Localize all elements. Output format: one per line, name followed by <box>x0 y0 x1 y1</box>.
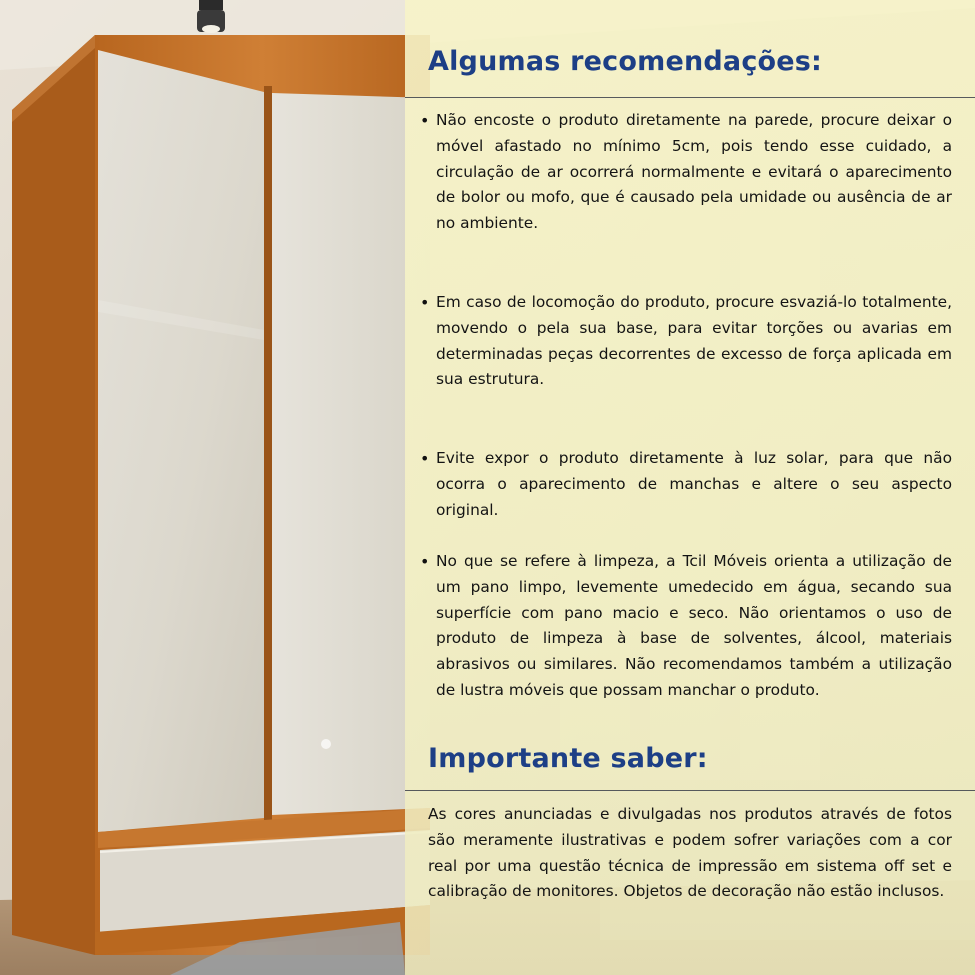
important-text: As cores anunciadas e divulgadas nos produtos através de fotos são meramente ilustrativas e podem sofrer variações com a cor real por uma questão técnica de impressão em sistema off set e calibração de monitores. Objetos de decoração não estão inclusos. <box>428 805 952 901</box>
recommendations-heading: Algumas recomendações: <box>428 46 823 77</box>
wardrobe <box>12 35 430 955</box>
recommendation-text: Não encoste o produto diretamente na parede, procure deixar o móvel afastado no mínimo 5cm, pois tendo esse cuidado, a circulação de ar ocorrerá normalmente e evitará o aparecimento de bolor ou mofo, que é causado pela umidade ou ausência de ar no ambiente. <box>436 111 952 233</box>
recommendations-divider <box>405 97 975 98</box>
important-divider <box>405 790 975 791</box>
important-heading: Importante saber: <box>428 743 708 774</box>
bullet-dot: • <box>420 293 430 312</box>
bullet-dot: • <box>420 552 430 571</box>
recommendation-text: Em caso de locomoção do produto, procure esvaziá-lo totalmente, movendo o pela sua base, para evitar torções ou avarias em determinadas peças decorrentes de excesso de força aplicada em sua estrutura. <box>436 293 952 389</box>
bullet-dot: • <box>420 111 430 130</box>
bullet-dot: • <box>420 449 430 468</box>
recommendation-text: No que se refere à limpeza, a Tcil Móveis orienta a utilização de um pano limpo, levemente umedecido em água, secando sua superfície com pano macio e seco. Não orientamos o uso de produto de limpeza à base de solventes, álcool, materiais abrasivos ou similares. Não recomendamos também a utilização de lustra móveis que possam manchar o produto. <box>436 552 952 699</box>
recommendation-text: Evite expor o produto diretamente à luz solar, para que não ocorra o aparecimento de manchas e altere o seu aspecto original. <box>436 449 952 519</box>
wardrobe-left-door <box>98 50 264 832</box>
ceiling-spotlight <box>197 0 225 33</box>
